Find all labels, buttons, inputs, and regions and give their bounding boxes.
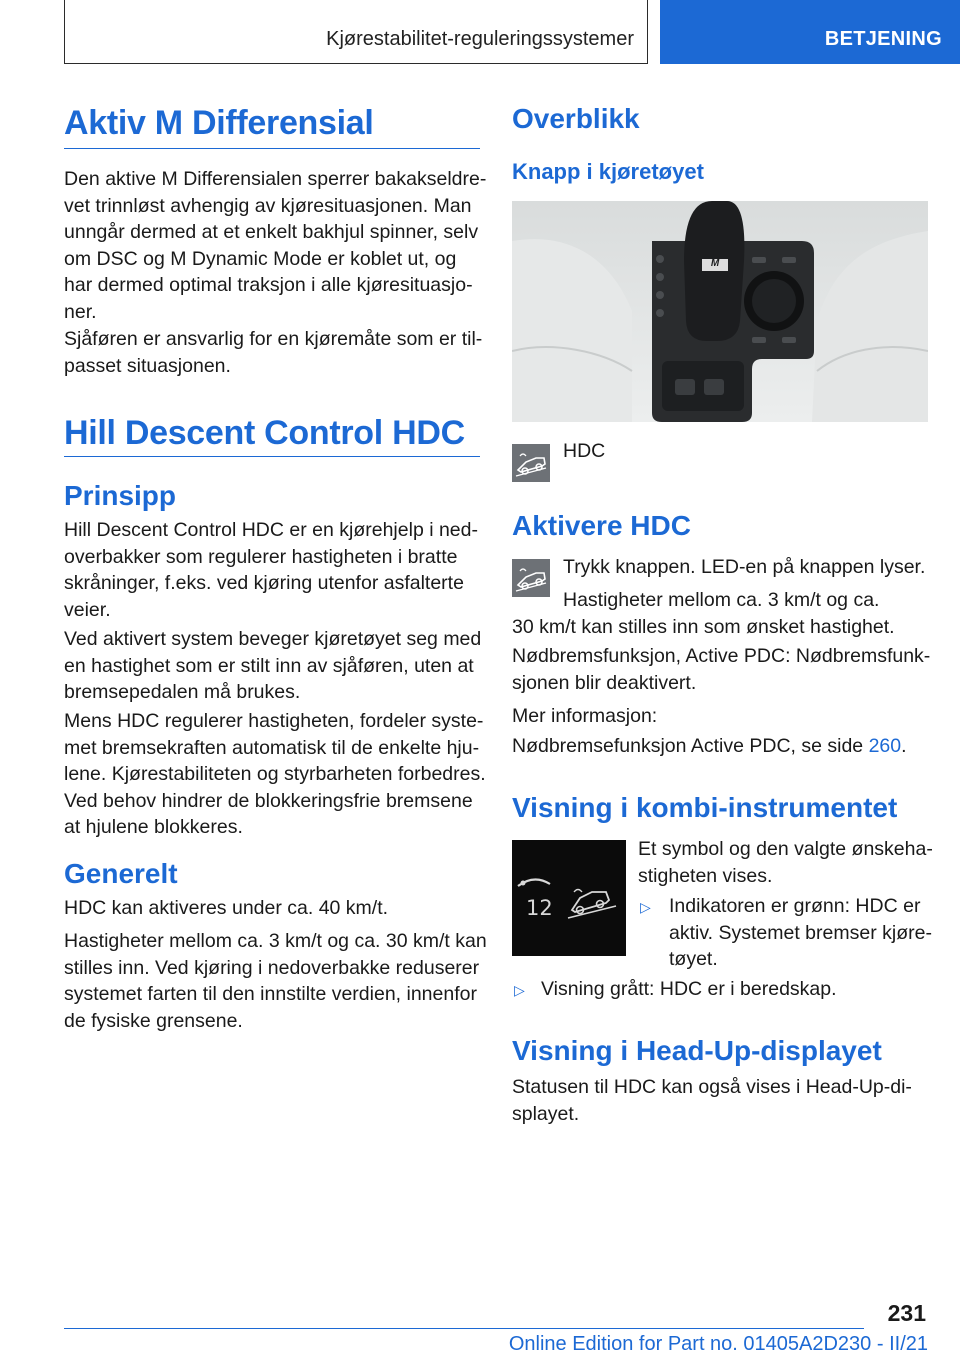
- chapter-tab-label: BETJENING: [824, 28, 942, 50]
- heading-hill-descent-control: Hill Descent Control HDC: [64, 414, 465, 452]
- bullet-marker: ▷: [640, 899, 651, 915]
- center-console-image: [512, 201, 928, 422]
- page-header: [0, 0, 960, 66]
- page-reference-link[interactable]: 260: [868, 735, 902, 757]
- page-number: 231: [887, 1300, 926, 1326]
- kombi-description: Et symbol og den valgte ønskeha- stigheten vises.: [638, 838, 933, 887]
- cross-reference: Nødbremsefunksjon Active PDC, se side 260.: [512, 735, 907, 757]
- section-title: Kjørestabilitet-reguleringssystemer: [326, 28, 634, 50]
- aktivere-step-text: Trykk knappen. LED-en på knappen lyser.: [563, 556, 926, 578]
- bullet-item-green: Indikatoren er grønn: HDC er aktiv. Systemet bremser kjøre- tøyet.: [669, 895, 932, 970]
- heading-knapp-i-kjoretoyet: Knapp i kjøretøyet: [512, 159, 704, 184]
- heading-aktiv-m-differensial: Aktiv M Differensial: [64, 104, 374, 142]
- heading-overblikk: Overblikk: [512, 103, 640, 134]
- heading-visning-kombi: Visning i kombi-instrumentet: [512, 792, 898, 823]
- heading-prinsipp: Prinsipp: [64, 480, 177, 511]
- heading-visning-hud: Visning i Head-Up-displayet: [512, 1035, 882, 1066]
- aktivere-speed-text: Hastigheter mellom ca. 3 km/t og ca. 30 km/t kan stilles inn som ønsket hastighet.: [512, 589, 895, 638]
- hill-descent-icon: [512, 444, 550, 482]
- paragraph-aktiv-m-1: Den aktive M Differensialen sperrer bakakseldre- vet trinnløst avhengig av kjøresituasjonen. Man unngår dermed at et enkelt bakhjul spinner, selv om DSC og M Dynamic Mode er koblet ut, og har dermed optimal traksjon i alle kjøresituasjo- ner.: [64, 168, 487, 323]
- paragraph-generelt-1: HDC kan aktiveres under ca. 40 km/t.: [64, 897, 389, 919]
- hdc-button-icon: [512, 444, 550, 482]
- chapter-tab[interactable]: [660, 0, 960, 64]
- footer-edition: Online Edition for Part no. 01405A2D230 - II/21: [508, 1333, 928, 1355]
- console-photo: [512, 201, 928, 422]
- paragraph-prinsipp-1: Hill Descent Control HDC er en kjørehjelp i ned- overbakker som regulerer hastigheten i bratte skråninger, f.eks. ved kjøring utenfor asfalterte veier.: [64, 519, 478, 621]
- heading-rule: [64, 456, 480, 457]
- m-badge: M: [710, 258, 720, 269]
- footer-rule: [64, 1328, 864, 1329]
- cluster-display-image: [512, 840, 626, 956]
- hud-description: Statusen til HDC kan også vises i Head-Up-di- splayet.: [512, 1076, 912, 1125]
- hdc-button-label: HDC: [563, 440, 606, 462]
- paragraph-prinsipp-3: Mens HDC regulerer hastigheten, fordeler syste- met bremsekraften automatisk til de enkelte hju- lene. Kjørestabiliteten og styrbarheten forbedres. Ved behov hindrer de blokkeringsfrie bremsene at hjulene blokkeres.: [64, 710, 486, 838]
- heading-rule: [64, 148, 480, 149]
- cluster-speed-value: 12: [526, 896, 553, 920]
- paragraph-prinsipp-2: Ved aktivert system beveger kjøretøyet seg med en hastighet som er stilt inn av sjåføren, uten at bremsepedalen må brukes.: [64, 628, 482, 703]
- bullet-item-grey: Visning grått: HDC er i beredskap.: [541, 978, 837, 1000]
- noedbrems-text: Nødbremsfunksjon, Active PDC: Nødbremsfunk- sjonen blir deaktivert.: [512, 645, 931, 694]
- paragraph-generelt-2: Hastigheter mellom ca. 3 km/t og ca. 30 km/t kan stilles inn. Ved kjøring i nedoverbakke reduserer systemet farten til den innstilte verdien, innenfor de fysiske grensene.: [64, 930, 487, 1032]
- mer-informasjon-label: Mer informasjon:: [512, 705, 658, 727]
- paragraph-aktiv-m-2: Sjåføren er ansvarlig for en kjøremåte som er til- passet situasjonen.: [64, 328, 483, 377]
- heading-generelt: Generelt: [64, 858, 178, 889]
- bullet-marker: ▷: [514, 982, 525, 998]
- heading-aktivere-hdc: Aktivere HDC: [512, 510, 691, 541]
